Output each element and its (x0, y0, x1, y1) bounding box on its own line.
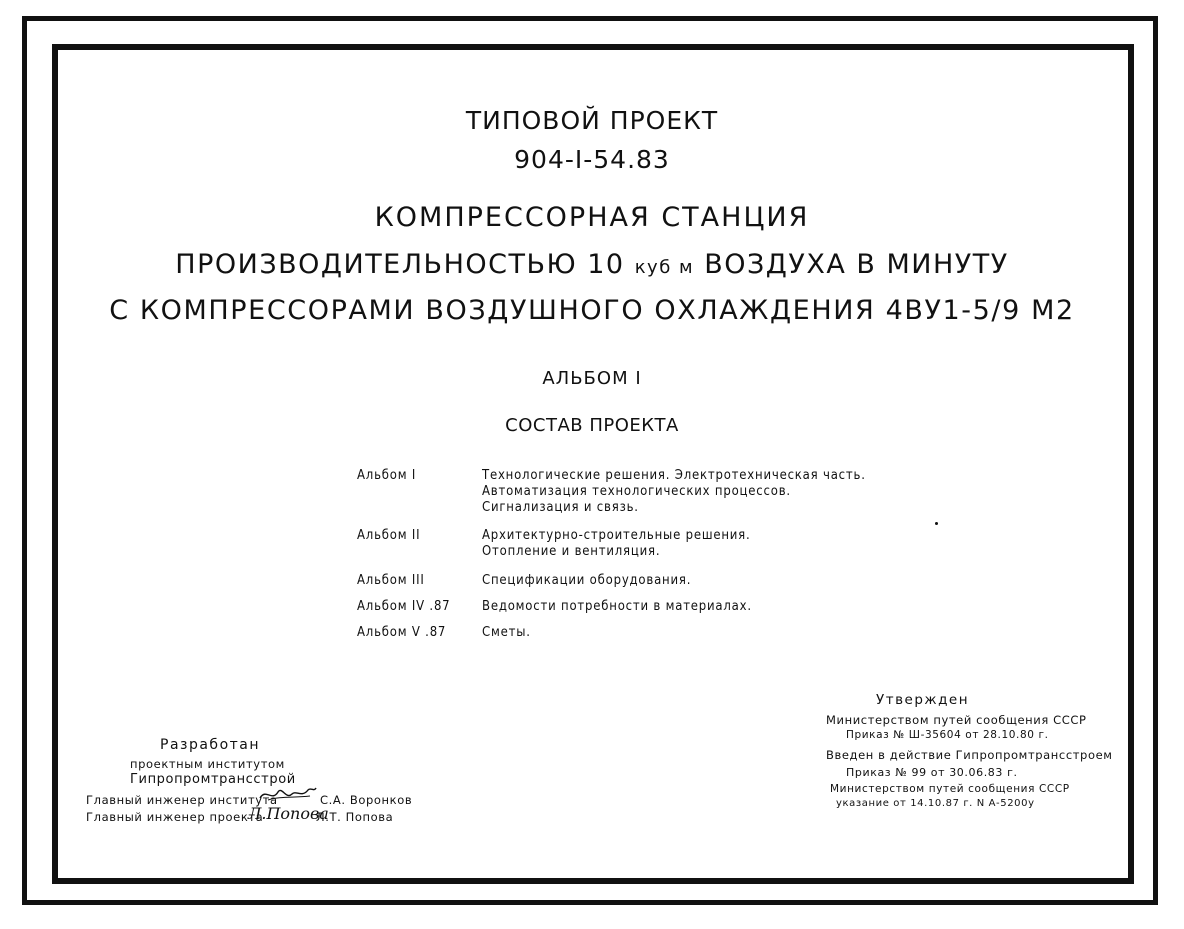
approval-line-2: Приказ № Ш-35604 от 28.10.80 г. (846, 729, 1049, 741)
signature-popova: Л.Попова (248, 804, 329, 823)
title-line-2-unit: куб м (634, 257, 695, 278)
composition-desc (482, 528, 751, 560)
chief-institute-name: С.А. Воронков (320, 793, 413, 807)
composition-heading: СОСТАВ ПРОЕКТА (505, 415, 679, 436)
composition-label: Альбом II (357, 528, 421, 543)
project-number: 904-I-54.83 (514, 145, 670, 174)
composition-label: Альбом III (357, 573, 425, 588)
composition-line: Сметы. (482, 625, 531, 640)
composition-label: Альбом IV .87 (357, 599, 451, 614)
composition-desc (482, 573, 691, 589)
composition-line: Технологические решения. Электротехническая часть. (482, 468, 866, 483)
composition-line: Ведомости потребности в материалах. (482, 599, 752, 614)
chief-project-label: Главный инженер проекта (86, 810, 264, 824)
title-line-3: С КОМПРЕССОРАМИ ВОЗДУШНОГО ОХЛАЖДЕНИЯ 4ВУ1-5/9 М2 (109, 295, 1075, 326)
title-line-2-end: ВОЗДУХА В МИНУТУ (704, 249, 1009, 280)
developer-heading: Разработан (160, 737, 261, 753)
composition-line: Сигнализация и связь. (482, 500, 639, 515)
title-line-1: КОМПРЕССОРНАЯ СТАНЦИЯ (374, 202, 810, 233)
speck-mark (935, 522, 938, 525)
project-type-label: ТИПОВОЙ ПРОЕКТ (465, 106, 719, 135)
title-line-2 (0, 249, 1184, 280)
composition-desc (482, 625, 531, 641)
approval-heading: Утвержден (876, 692, 970, 708)
signature-voronkov (258, 784, 318, 806)
composition-label: Альбом I (357, 468, 417, 483)
album-heading: АЛЬБОМ I (542, 368, 642, 389)
title-line-2-start: ПРОИЗВОДИТЕЛЬНОСТЬЮ 10 (175, 249, 625, 280)
composition-label: Альбом V .87 (357, 625, 447, 640)
developer-line-1: проектным институтом (130, 757, 285, 771)
approval-line-5: Министерством путей сообщения СССР (830, 783, 1070, 795)
composition-line: Отопление и вентиляция. (482, 544, 661, 559)
approval-line-1: Министерством путей сообщения СССР (826, 713, 1087, 727)
approval-line-6: указание от 14.10.87 г. N А-5200у (836, 798, 1035, 809)
approval-line-3: Введен в действие Гипропромтрансстроем (826, 748, 1113, 762)
composition-desc (482, 599, 752, 615)
composition-line: Архитектурно-строительные решения. (482, 528, 751, 543)
composition-line: Автоматизация технологических процессов. (482, 484, 791, 499)
developer-line-2: Гипропромтрансстрой (130, 772, 296, 787)
composition-line: Спецификации оборудования. (482, 573, 692, 588)
chief-institute-label: Главный инженер института (86, 793, 278, 807)
approval-line-4: Приказ № 99 от 30.06.83 г. (846, 766, 1018, 779)
chief-project-name: Л.Т. Попова (316, 810, 394, 824)
composition-desc (482, 468, 866, 516)
